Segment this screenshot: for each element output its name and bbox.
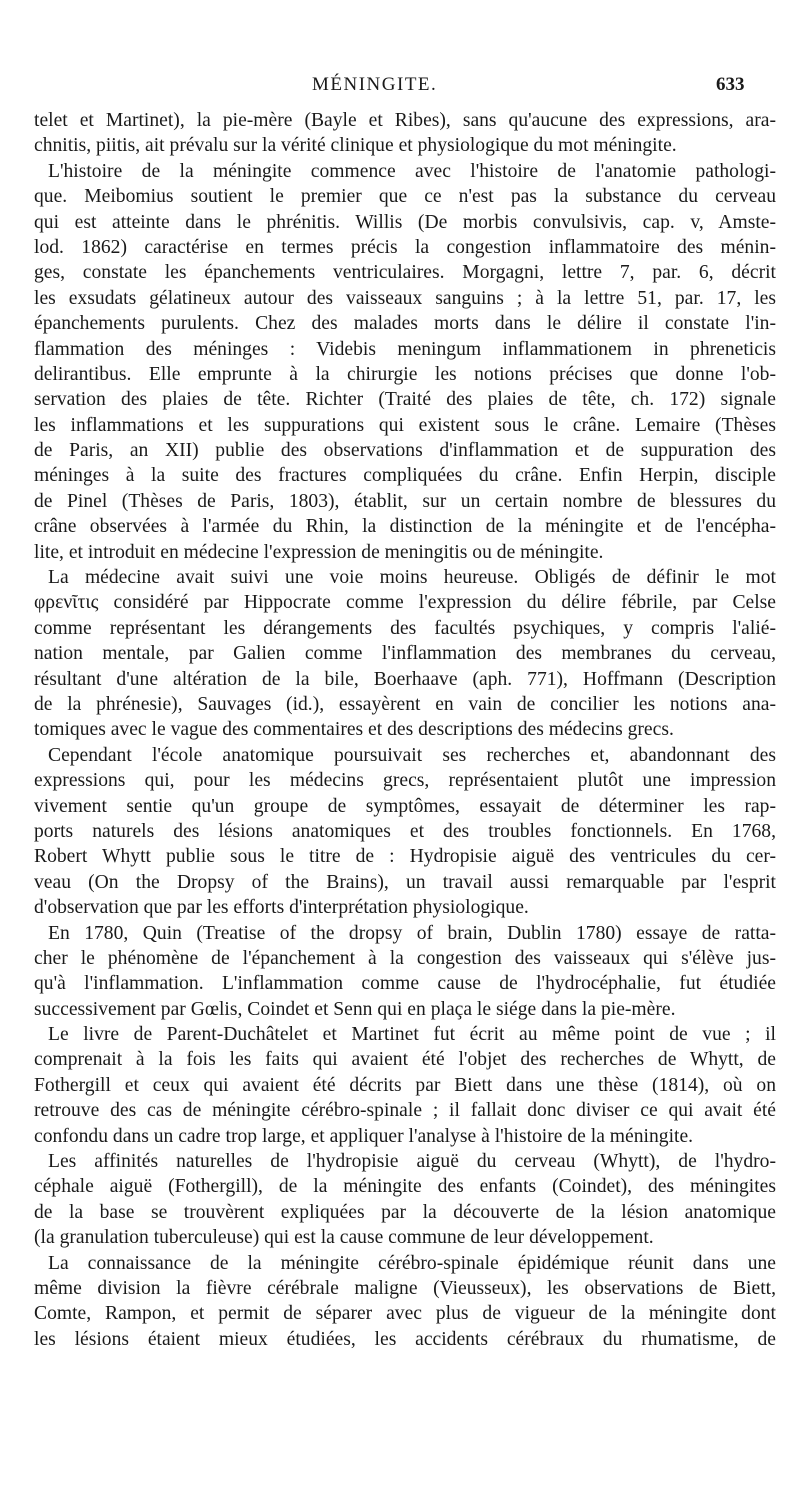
text-line: vivement sentie qu'un groupe de symptômes, essayait de déterminer les rap- [34, 795, 776, 817]
text-line: tomiques avec le vague des commentaires et des descriptions des médecins grecs. [34, 719, 674, 741]
text-line: d'observation que par les efforts d'interprétation physiologique. [34, 897, 529, 919]
text-line: successivement par Gœlis, Coindet et Senn qui en plaça le siége dans la pie-mère. [34, 998, 676, 1020]
text-line: Le livre de Parent-Duchâtelet et Martinet fut écrit au même point de vue ; il [48, 1024, 776, 1046]
text-line: Cependant l'école anatomique poursuivait ses recherches et, abandonnant des [48, 744, 776, 766]
text-line: La médecine avait suivi une voie moins heureuse. Obligés de définir le mot [48, 567, 776, 589]
text-line: même division la fièvre cérébrale maligne (Vieusseux), les observations de Biett, [34, 1277, 776, 1299]
text-line: (la granulation tuberculeuse) qui est la cause commune de leur développement. [34, 1227, 654, 1249]
running-title: MÉNINGITE. [312, 74, 438, 95]
text-line: céphale aiguë (Fothergill), de la méningite des enfants (Coindet), des méningites [34, 1176, 776, 1198]
text-line: nation mentale, par Galien comme l'inflammation des membranes du cerveau, [34, 643, 776, 665]
text-line: cher le phénomène de l'épanchement à la congestion des vaisseaux qui s'élève jus- [34, 947, 776, 969]
text-line: de la base se trouvèrent expliquées par la découverte de la lésion anatomique [34, 1201, 776, 1223]
body-text [34, 108, 776, 1352]
running-head [0, 74, 800, 100]
text-line: ges, constate les épanchements ventriculaires. Morgagni, lettre 7, par. 6, décrit [34, 262, 776, 284]
text-line: Les affinités naturelles de l'hydropisie aiguë du cerveau (Whytt), de l'hydro- [48, 1151, 776, 1173]
page-number: 633 [716, 74, 745, 95]
text-line: qu'à l'inflammation. L'inflammation comme cause de l'hydrocéphalie, fut étudiée [34, 973, 776, 995]
text-line: comme représentant les dérangements des facultés psychiques, y compris l'alié- [34, 617, 776, 639]
text-line: veau (On the Dropsy of the Brains), un travail aussi remarquable par l'esprit [34, 871, 776, 893]
text-line: Comte, Rampon, et permit de séparer avec plus de vigueur de la méningite dont [34, 1303, 776, 1325]
text-line: comprenait à la fois les faits qui avaient été l'objet des recherches de Whytt, de [34, 1049, 776, 1071]
text-line: chnitis, piitis, ait prévalu sur la vérité clinique et physiologique du mot méningite. [34, 135, 677, 157]
text-line: retrouve des cas de méningite cérébro-spinale ; il fallait donc diviser ce qui avait été [34, 1100, 776, 1122]
text-line: de Paris, an XII) publie des observations d'inflammation et de suppuration des [34, 440, 776, 462]
text-line: flammation des méninges : Videbis meningum inflammationem in phreneticis [34, 338, 776, 360]
text-line: épanchements purulents. Chez des malades morts dans le délire il constate l'in- [34, 313, 776, 335]
text-line: lod. 1862) caractérise en termes précis la congestion inflammatoire des ménin- [34, 236, 776, 258]
text-line: L'histoire de la méningite commence avec l'histoire de l'anatomie pathologi- [48, 160, 776, 182]
text-line: servation des plaies de tête. Richter (Traité des plaies de tête, ch. 172) signale [34, 389, 776, 411]
text-line: Fothergill et ceux qui avaient été décrits par Biett dans une thèse (1814), où on [34, 1074, 776, 1096]
text-line: φρενῖτις considéré par Hippocrate comme l'expression du délire fébrile, par Celse [34, 592, 776, 614]
text-line: les inflammations et les suppurations qui existent sous le crâne. Lemaire (Thèses [34, 414, 776, 436]
text-line: La connaissance de la méningite cérébro-spinale épidémique réunit dans une [48, 1252, 776, 1274]
text-line: confondu dans un cadre trop large, et appliquer l'analyse à l'histoire de la méningite. [34, 1125, 694, 1147]
text-line: lite, et introduit en médecine l'expression de meningitis ou de méningite. [34, 541, 604, 563]
text-line: résultant d'une altération de la bile, Boerhaave (aph. 771), Hoffmann (Description [34, 668, 776, 690]
text-line: les lésions étaient mieux étudiées, les accidents cérébraux du rhumatisme, de [34, 1328, 776, 1350]
text-line: de la phrénesie), Sauvages (id.), essayèrent en vain de concilier les notions ana- [34, 693, 776, 715]
text-line: de Pinel (Thèses de Paris, 1803), établit, sur un certain nombre de blessures du [34, 490, 776, 512]
text-line: expressions qui, pour les médecins grecs, représentaient plutôt une impression [34, 770, 776, 792]
text-line: crâne observées à l'armée du Rhin, la distinction de la méningite et de l'encépha- [34, 516, 776, 538]
text-line: ports naturels des lésions anatomiques et des troubles fonctionnels. En 1768, [34, 820, 776, 842]
text-line: En 1780, Quin (Treatise of the dropsy of brain, Dublin 1780) essaye de ratta- [48, 922, 776, 944]
text-line: les exsudats gélatineux autour des vaisseaux sanguins ; à la lettre 51, par. 17, les [34, 287, 776, 309]
text-line: que. Meibomius soutient le premier que ce n'est pas la substance du cerveau [34, 186, 776, 208]
text-line: méninges à la suite des fractures compliquées du crâne. Enfin Herpin, disciple [34, 465, 776, 487]
text-line: delirantibus. Elle emprunte à la chirurgie les notions précises que donne l'ob- [34, 363, 776, 385]
text-line: qui est atteinte dans le phrénitis. Willis (De morbis convulsivis, cap. v, Amste- [34, 211, 776, 233]
text-line: telet et Martinet), la pie-mère (Bayle et Ribes), sans qu'aucune des expressions, ara- [34, 110, 776, 131]
text-line: Robert Whytt publie sous le titre de : Hydropisie aiguë des ventricules du cer- [34, 846, 776, 868]
